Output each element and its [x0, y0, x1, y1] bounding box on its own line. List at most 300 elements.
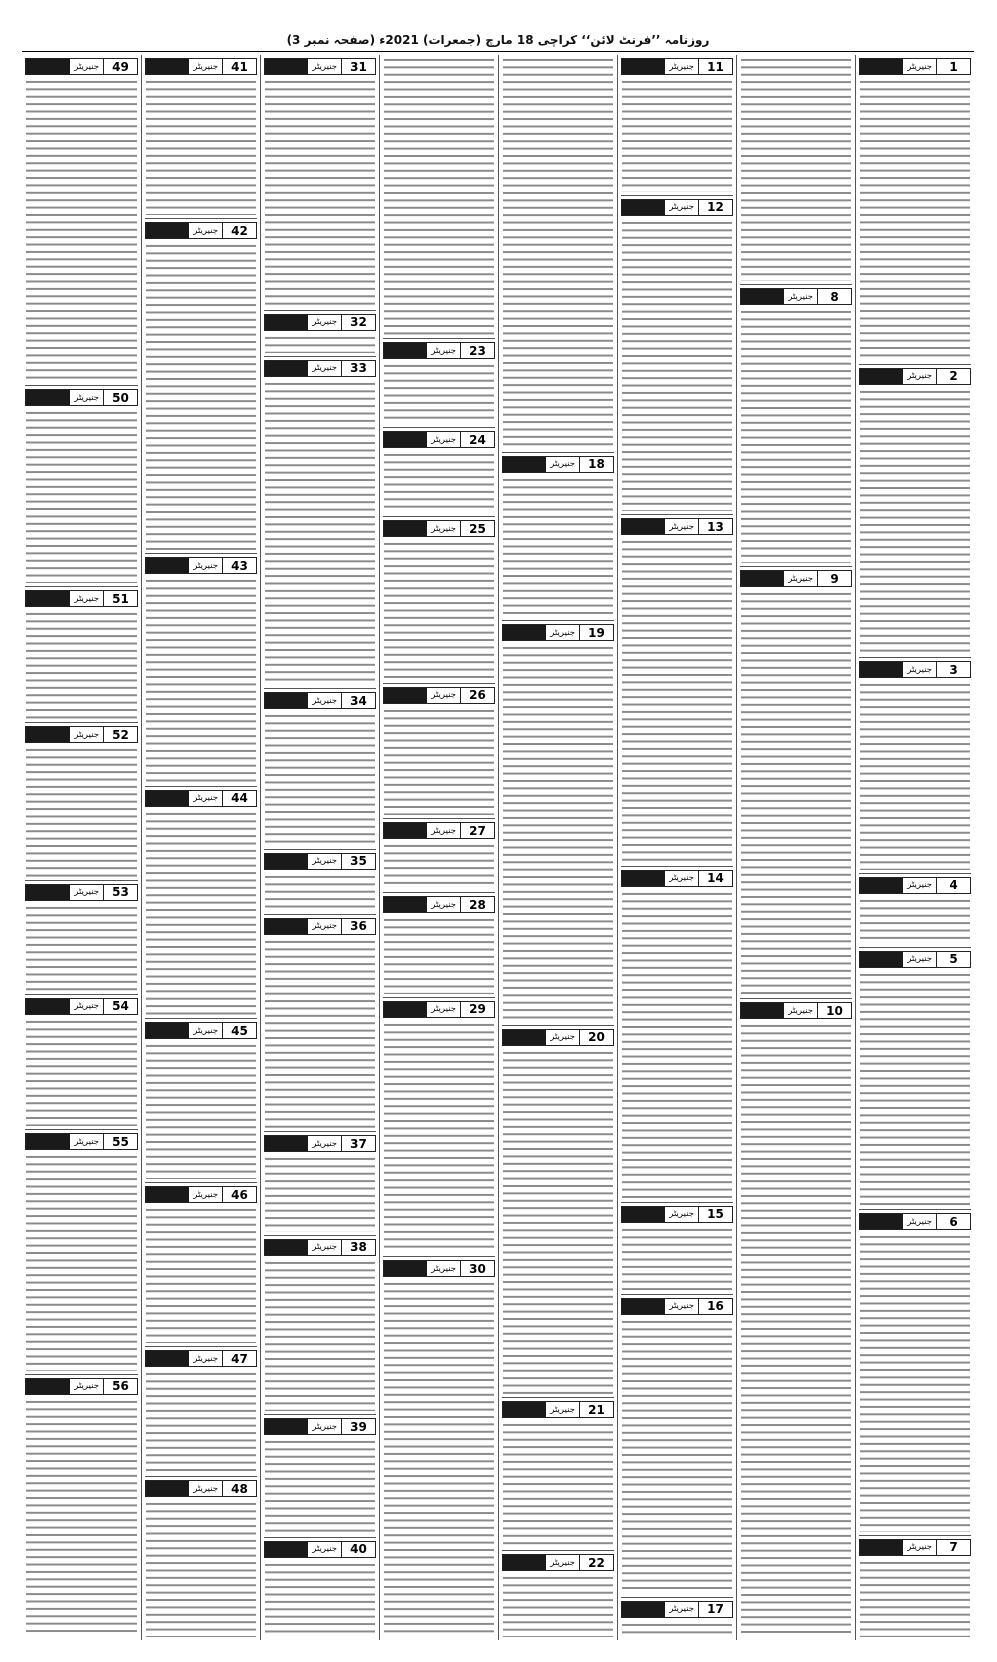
section-body-text: [860, 78, 970, 361]
section-header: [383, 896, 495, 913]
section-header: [25, 1133, 138, 1150]
section-label: جنیریٹر: [665, 522, 698, 532]
section-header-bar: [265, 59, 308, 74]
news-section: [25, 385, 138, 586]
section-header: [859, 1213, 971, 1230]
section-number: 33: [341, 361, 375, 376]
section-label: جنیریٹر: [189, 561, 222, 571]
news-section: [621, 55, 733, 195]
section-header: [25, 1378, 138, 1395]
section-body-text: [741, 308, 851, 563]
section-body-text: [265, 873, 375, 911]
section-number: 26: [460, 688, 494, 703]
newspaper-title: روزنامہ ’’فرنٹ لائن‘‘ کراچی 18 مارچ (جمعرات) 2021ء (صفحہ نمبر 3): [286, 32, 710, 47]
section-body-text: [622, 1226, 732, 1291]
news-section: [25, 880, 138, 994]
section-header: [145, 1480, 257, 1497]
section-header: [25, 726, 138, 743]
section-number: 20: [579, 1030, 613, 1045]
section-header-bar: [741, 571, 784, 586]
section-number: 21: [579, 1402, 613, 1417]
section-header-bar: [622, 59, 665, 74]
section-number: 55: [103, 1134, 137, 1149]
news-column: [736, 55, 855, 1640]
section-body-text: [146, 1370, 256, 1473]
section-body-text: [384, 916, 494, 994]
section-header: [859, 877, 971, 894]
news-column: [379, 55, 498, 1640]
section-number: 39: [341, 1419, 375, 1434]
news-section: [621, 1294, 733, 1597]
section-number: 9: [817, 571, 851, 586]
section-label: جنیریٹر: [189, 1484, 222, 1494]
news-section: [621, 1597, 733, 1640]
news-section: [145, 553, 257, 786]
section-header-bar: [503, 1555, 546, 1570]
section-header-bar: [860, 1214, 903, 1229]
news-section: [502, 1025, 614, 1398]
section-number: 46: [222, 1187, 256, 1202]
section-number: 8: [817, 289, 851, 304]
section-body-text: [860, 681, 970, 869]
section-label: جنیریٹر: [308, 856, 341, 866]
section-header: [145, 222, 257, 239]
section-label: جنیریٹر: [427, 346, 460, 356]
section-body-text: [146, 1500, 256, 1637]
section-number: 30: [460, 1261, 494, 1276]
section-header-bar: [384, 897, 427, 912]
section-label: جنیریٹر: [427, 524, 460, 534]
section-body-text: [622, 219, 732, 511]
section-header: [264, 1135, 376, 1152]
section-header: [859, 58, 971, 75]
news-section: [25, 55, 138, 385]
news-section: [859, 364, 971, 658]
section-number: 49: [103, 59, 137, 74]
section-header-bar: [146, 1023, 189, 1038]
section-header-bar: [384, 688, 427, 703]
section-label: جنیریٹر: [308, 1139, 341, 1149]
section-body-text: [146, 577, 256, 783]
newspaper-header: [22, 28, 974, 52]
news-section: [145, 1182, 257, 1346]
section-header-bar: [26, 885, 70, 900]
section-header: [264, 1418, 376, 1435]
section-number: 2: [936, 369, 970, 384]
section-label: جنیریٹر: [427, 900, 460, 910]
section-number: 17: [698, 1602, 732, 1617]
news-section: [264, 1414, 376, 1536]
section-body-text: [860, 1559, 970, 1637]
section-header: [621, 1298, 733, 1315]
news-section: [145, 55, 257, 218]
section-number: 31: [341, 59, 375, 74]
section-label: جنیریٹر: [308, 1242, 341, 1252]
section-header: [621, 870, 733, 887]
section-number: 34: [341, 693, 375, 708]
section-label: جنیریٹر: [665, 202, 698, 212]
section-body-text: [860, 897, 970, 944]
section-number: 43: [222, 558, 256, 573]
news-section: [25, 1374, 138, 1640]
section-label: جنیریٹر: [903, 62, 936, 72]
section-header: [740, 288, 852, 305]
news-section: [502, 620, 614, 1024]
section-header-bar: [860, 369, 903, 384]
section-label: جنیریٹر: [546, 628, 579, 638]
news-column: [22, 55, 141, 1640]
section-body-text: [384, 362, 494, 424]
section-header: [264, 1239, 376, 1256]
section-label: جنیریٹر: [189, 226, 222, 236]
section-number: 37: [341, 1136, 375, 1151]
section-body-text: [384, 540, 494, 680]
section-header-bar: [503, 1030, 546, 1045]
section-number: 23: [460, 343, 494, 358]
section-body-text: [26, 1018, 137, 1127]
news-section: [145, 786, 257, 1019]
section-number: 28: [460, 897, 494, 912]
section-label: جنیریٹر: [784, 574, 817, 584]
section-label: جنیریٹر: [546, 1405, 579, 1415]
news-section: [264, 356, 376, 688]
section-number: 10: [817, 1003, 851, 1018]
section-number: 13: [698, 519, 732, 534]
news-column: [855, 55, 974, 1640]
section-label: جنیریٹر: [308, 1544, 341, 1554]
section-label: جنیریٹر: [546, 1558, 579, 1568]
section-header-bar: [265, 1419, 308, 1434]
section-header: [264, 360, 376, 377]
section-header: [621, 199, 733, 216]
section-header-bar: [503, 1402, 546, 1417]
section-header: [383, 1001, 495, 1018]
section-header: [264, 853, 376, 870]
section-header-bar: [622, 200, 665, 215]
section-header: [383, 1260, 495, 1277]
section-body-text: [26, 746, 137, 876]
section-body-text: [384, 56, 494, 335]
news-column: [617, 55, 736, 1640]
section-header: [859, 1539, 971, 1556]
section-label: جنیریٹر: [903, 371, 936, 381]
section-header: [264, 1541, 376, 1558]
section-header: [383, 342, 495, 359]
section-number: 19: [579, 625, 613, 640]
news-column: [498, 55, 617, 1640]
news-section: [621, 1202, 733, 1294]
section-header: [145, 1022, 257, 1039]
section-number: 40: [341, 1542, 375, 1557]
section-number: 15: [698, 1207, 732, 1222]
section-label: جنیریٹر: [665, 1301, 698, 1311]
news-section: [740, 998, 852, 1640]
news-column: [260, 55, 379, 1640]
section-body-text: [503, 56, 613, 449]
section-label: جنیریٹر: [70, 62, 103, 72]
news-section: [145, 1476, 257, 1640]
section-number: 51: [103, 591, 137, 606]
section-label: جنیریٹر: [70, 730, 103, 740]
section-label: جنیریٹر: [903, 1542, 936, 1552]
section-label: جنیریٹر: [427, 826, 460, 836]
section-label: جنیریٹر: [189, 793, 222, 803]
section-number: 38: [341, 1240, 375, 1255]
section-body-text: [622, 1318, 732, 1594]
section-number: 52: [103, 727, 137, 742]
section-body-text: [26, 610, 137, 719]
news-section: [383, 1256, 495, 1640]
section-header: [145, 790, 257, 807]
section-body-text: [265, 1561, 375, 1637]
section-label: جنیریٹر: [189, 1190, 222, 1200]
section-body-text: [146, 810, 256, 1016]
section-header-bar: [265, 1542, 308, 1557]
section-label: جنیریٹر: [903, 665, 936, 675]
section-header: [383, 822, 495, 839]
section-header: [740, 1002, 852, 1019]
section-body-text: [503, 1421, 613, 1547]
section-label: جنیریٹر: [427, 690, 460, 700]
section-number: 22: [579, 1555, 613, 1570]
section-header: [383, 431, 495, 448]
section-label: جنیریٹر: [903, 954, 936, 964]
section-header-bar: [741, 289, 784, 304]
section-body-text: [146, 78, 256, 215]
section-label: جنیریٹر: [308, 921, 341, 931]
section-number: 12: [698, 200, 732, 215]
section-label: جنیریٹر: [308, 317, 341, 327]
section-number: 45: [222, 1023, 256, 1038]
section-header: [383, 687, 495, 704]
section-number: 54: [103, 999, 137, 1014]
section-header-bar: [265, 1240, 308, 1255]
section-body-text: [146, 242, 256, 550]
section-header-bar: [384, 1002, 427, 1017]
news-section: [502, 1550, 614, 1640]
section-header-bar: [860, 59, 903, 74]
section-label: جنیریٹر: [546, 459, 579, 469]
news-section: [264, 914, 376, 1132]
section-header-bar: [622, 1207, 665, 1222]
news-section: [383, 683, 495, 819]
section-header: [740, 570, 852, 587]
section-body-text: [622, 890, 732, 1199]
section-label: جنیریٹر: [308, 363, 341, 373]
section-header: [25, 58, 138, 75]
section-number: 32: [341, 315, 375, 330]
section-label: جنیریٹر: [665, 62, 698, 72]
section-header-bar: [146, 223, 189, 238]
section-body-text: [265, 1155, 375, 1231]
section-header-bar: [503, 457, 546, 472]
section-header-bar: [26, 999, 70, 1014]
news-section: [859, 1535, 971, 1640]
news-section: [25, 994, 138, 1130]
section-body-text: [860, 1233, 970, 1531]
section-header-bar: [26, 727, 70, 742]
section-header-bar: [146, 1351, 189, 1366]
section-body-text: [265, 78, 375, 307]
section-header: [621, 1206, 733, 1223]
section-header-bar: [741, 1003, 784, 1018]
section-number: 11: [698, 59, 732, 74]
section-header: [859, 368, 971, 385]
section-body-text: [384, 1021, 494, 1254]
section-header: [25, 590, 138, 607]
news-section: [383, 818, 495, 892]
section-body-text: [860, 388, 970, 655]
section-label: جنیریٹر: [189, 1354, 222, 1364]
section-header: [264, 58, 376, 75]
section-header: [25, 884, 138, 901]
news-section: [859, 1209, 971, 1534]
section-number: 7: [936, 1540, 970, 1555]
section-header: [502, 1554, 614, 1571]
section-label: جنیریٹر: [784, 292, 817, 302]
section-header-bar: [860, 1540, 903, 1555]
section-header-bar: [146, 1481, 189, 1496]
news-section: [383, 338, 495, 427]
section-body-text: [503, 644, 613, 1021]
news-section: [264, 1235, 376, 1415]
section-header-bar: [622, 1299, 665, 1314]
section-header: [145, 58, 257, 75]
section-body-text: [384, 707, 494, 816]
news-section: [621, 866, 733, 1202]
section-header-bar: [384, 823, 427, 838]
section-header-bar: [26, 59, 70, 74]
news-section: [145, 1346, 257, 1476]
section-body-text: [503, 476, 613, 617]
section-header: [264, 918, 376, 935]
section-header-bar: [622, 871, 665, 886]
section-header-bar: [860, 878, 903, 893]
section-label: جنیریٹر: [427, 1004, 460, 1014]
section-label: جنیریٹر: [70, 1001, 103, 1011]
section-header-bar: [26, 1134, 70, 1149]
section-header-bar: [146, 1187, 189, 1202]
news-section: [264, 1537, 376, 1640]
news-section: [859, 55, 971, 364]
section-header-bar: [384, 432, 427, 447]
section-number: 16: [698, 1299, 732, 1314]
section-header-bar: [265, 854, 308, 869]
section-body-text: [146, 1042, 256, 1179]
section-body-text: [265, 712, 375, 846]
section-header-bar: [384, 343, 427, 358]
section-header: [25, 389, 138, 406]
section-body-text: [26, 1398, 137, 1637]
section-body-text: [741, 1022, 851, 1637]
section-body-text: [26, 78, 137, 382]
section-label: جنیریٹر: [427, 1264, 460, 1274]
section-header: [502, 1029, 614, 1046]
section-number: 6: [936, 1214, 970, 1229]
news-section-continued: [502, 55, 614, 452]
section-number: 29: [460, 1002, 494, 1017]
section-header-bar: [265, 693, 308, 708]
section-header-bar: [384, 521, 427, 536]
section-label: جنیریٹر: [70, 1381, 103, 1391]
section-header: [502, 1401, 614, 1418]
section-label: جنیریٹر: [784, 1006, 817, 1016]
section-header: [145, 1186, 257, 1203]
news-section: [25, 1129, 138, 1373]
section-body-text: [622, 1621, 732, 1637]
section-header: [621, 518, 733, 535]
section-header-bar: [26, 1379, 70, 1394]
news-section: [145, 1018, 257, 1182]
section-header-bar: [26, 390, 70, 405]
section-label: جنیریٹر: [70, 1137, 103, 1147]
section-header: [25, 998, 138, 1015]
section-header-bar: [146, 59, 189, 74]
section-body-text: [622, 538, 732, 863]
news-section: [264, 1131, 376, 1234]
section-label: جنیریٹر: [189, 62, 222, 72]
news-section: [859, 873, 971, 947]
section-header: [621, 58, 733, 75]
section-number: 4: [936, 878, 970, 893]
section-label: جنیریٹر: [189, 1026, 222, 1036]
news-section: [740, 284, 852, 566]
section-body-text: [265, 380, 375, 685]
section-body-text: [265, 1438, 375, 1533]
section-header: [145, 1350, 257, 1367]
section-header-bar: [146, 558, 189, 573]
section-number: 48: [222, 1481, 256, 1496]
section-number: 44: [222, 791, 256, 806]
section-header-bar: [503, 625, 546, 640]
section-label: جنیریٹر: [903, 1217, 936, 1227]
section-header: [859, 661, 971, 678]
section-number: 18: [579, 457, 613, 472]
section-number: 27: [460, 823, 494, 838]
section-header: [502, 624, 614, 641]
news-section: [621, 514, 733, 866]
news-section: [502, 1397, 614, 1550]
section-label: جنیریٹر: [70, 887, 103, 897]
section-header: [145, 557, 257, 574]
section-label: جنیریٹر: [665, 873, 698, 883]
section-number: 41: [222, 59, 256, 74]
section-header-bar: [146, 791, 189, 806]
section-header: [264, 314, 376, 331]
news-section: [25, 586, 138, 722]
section-label: جنیریٹر: [308, 62, 341, 72]
news-section: [740, 566, 852, 998]
section-header-bar: [265, 361, 308, 376]
section-header: [502, 456, 614, 473]
section-label: جنیریٹر: [665, 1604, 698, 1614]
section-body-text: [503, 1049, 613, 1395]
section-header: [621, 1601, 733, 1618]
news-section-continued: [383, 55, 495, 338]
news-section: [264, 688, 376, 849]
news-section: [621, 195, 733, 514]
section-body-text: [503, 1574, 613, 1637]
section-number: 5: [936, 952, 970, 967]
news-section: [383, 516, 495, 683]
section-body-text: [384, 842, 494, 889]
section-body-text: [384, 451, 494, 513]
section-label: جنیریٹر: [546, 1032, 579, 1042]
section-body-text: [622, 78, 732, 192]
section-header-bar: [622, 1602, 665, 1617]
section-body-text: [26, 409, 137, 583]
section-label: جنیریٹر: [70, 594, 103, 604]
